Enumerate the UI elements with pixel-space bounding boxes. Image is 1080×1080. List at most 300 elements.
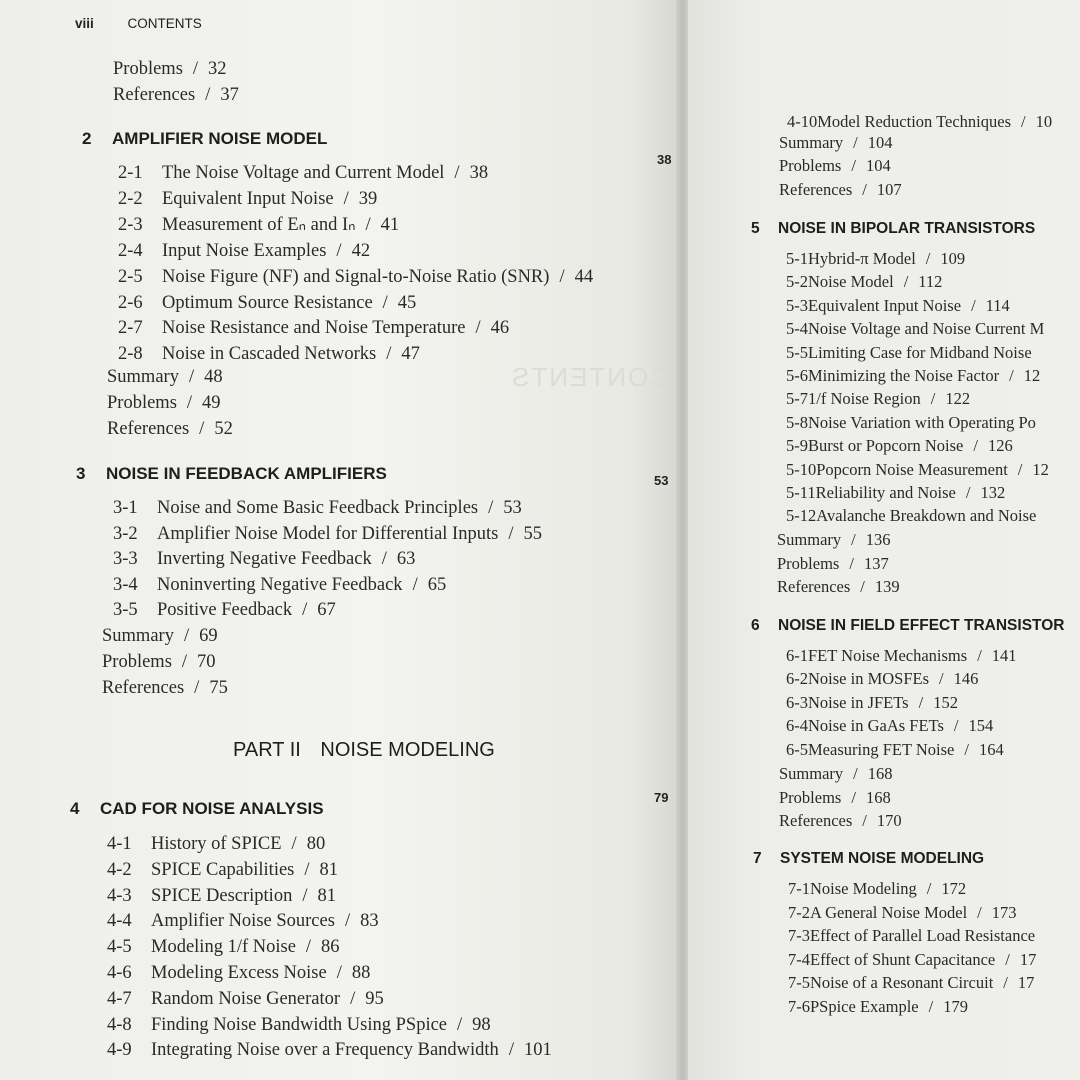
slash-separator: / xyxy=(903,272,909,291)
slash-separator: / xyxy=(475,318,481,338)
toc-section-entry xyxy=(786,366,1040,386)
toc-backmatter-entry xyxy=(779,133,893,153)
toc-section-entry xyxy=(786,646,1017,666)
page-ref: 10 xyxy=(1035,112,1053,131)
backmatter-label: References xyxy=(107,419,190,439)
page-ref: 81 xyxy=(317,886,336,906)
toc-backmatter-entry xyxy=(102,625,218,647)
toc-section-entry xyxy=(786,272,942,292)
page-ref: 17 xyxy=(1019,950,1037,969)
toc-section-entry xyxy=(788,926,1035,946)
page-ref: 42 xyxy=(351,241,371,261)
chapter-start-page: 79 xyxy=(654,790,669,805)
section-title: PSpice Example xyxy=(810,997,919,1016)
section-title: Noise in GaAs FETs xyxy=(808,716,944,735)
backmatter-label: Summary xyxy=(102,626,174,646)
toc-section-entry xyxy=(786,740,1004,760)
section-number: 4-9 xyxy=(107,1040,132,1060)
slash-separator: / xyxy=(302,886,308,906)
slash-separator: / xyxy=(205,85,211,105)
section-number: 4-5 xyxy=(107,937,132,957)
page-ref: 83 xyxy=(360,911,379,931)
page-ref: 95 xyxy=(365,989,384,1009)
section-title: Noise and Some Basic Feedback Principles xyxy=(157,498,479,518)
slash-separator: / xyxy=(926,879,932,898)
running-head-title: CONTENTS xyxy=(127,16,202,31)
slash-separator: / xyxy=(381,549,387,569)
slash-separator: / xyxy=(1003,973,1008,992)
toc-section-entry xyxy=(118,188,377,210)
toc-backmatter-entry xyxy=(113,58,227,80)
chapter-heading xyxy=(751,617,1064,635)
toc-section-entry xyxy=(788,997,968,1017)
page-ref: 109 xyxy=(940,249,966,268)
slash-separator: / xyxy=(488,498,494,518)
toc-section-entry xyxy=(118,240,370,262)
slash-separator: / xyxy=(851,156,856,175)
toc-section-entry xyxy=(107,962,370,984)
slash-separator: / xyxy=(344,911,351,931)
section-title: Optimum Source Resistance xyxy=(162,293,373,313)
toc-backmatter-entry xyxy=(779,788,891,808)
page-ref: 107 xyxy=(876,180,902,199)
part-heading xyxy=(233,739,495,762)
toc-section-entry xyxy=(786,343,1032,363)
section-number: 5-9 xyxy=(786,436,808,455)
chapter-heading xyxy=(753,850,984,868)
slash-separator: / xyxy=(977,903,982,922)
toc-section-entry xyxy=(113,599,336,621)
page-ref: 39 xyxy=(358,189,378,209)
section-title: Noninverting Negative Feedback xyxy=(157,575,403,595)
section-number: 7-5 xyxy=(788,973,810,992)
page-ref: 80 xyxy=(306,834,326,854)
page-ref: 52 xyxy=(214,419,233,439)
toc-section-entry xyxy=(107,1014,491,1036)
section-title: Equivalent Input Noise xyxy=(808,296,962,315)
page-ref: 12 xyxy=(1032,460,1049,479)
section-title: Avalanche Breakdown and Noise xyxy=(816,506,1037,525)
section-number: 4-4 xyxy=(107,911,132,931)
section-title: Positive Feedback xyxy=(157,600,293,620)
section-number: 6-2 xyxy=(786,669,808,688)
page-ref: 152 xyxy=(933,693,958,712)
section-number: 5-12 xyxy=(786,506,817,525)
page-ref: 101 xyxy=(523,1040,552,1060)
page-ref: 32 xyxy=(208,59,227,79)
page-ref: 112 xyxy=(918,272,943,291)
section-title: Popcorn Noise Measurement xyxy=(816,460,1008,479)
page-ref: 37 xyxy=(220,85,239,105)
backmatter-label: Summary xyxy=(779,764,844,783)
toc-backmatter-entry xyxy=(779,156,891,176)
toc-section-entry xyxy=(107,859,338,881)
section-title: Modeling Excess Noise xyxy=(151,963,327,983)
toc-backmatter-entry xyxy=(107,366,223,388)
slash-separator: / xyxy=(336,963,342,983)
slash-separator: / xyxy=(382,293,388,313)
slash-separator: / xyxy=(343,189,349,209)
toc-section-entry xyxy=(107,1039,552,1061)
backmatter-label: Problems xyxy=(102,652,172,672)
section-title: Minimizing the Noise Factor xyxy=(808,366,1000,385)
section-title: Noise of a Resonant Circuit xyxy=(810,973,994,992)
chapter-number: 6 xyxy=(751,617,760,634)
slash-separator: / xyxy=(860,577,865,596)
backmatter-label: Problems xyxy=(779,156,842,175)
page-ref: 172 xyxy=(941,879,967,898)
section-number: 2-1 xyxy=(118,163,143,183)
toc-section-entry xyxy=(118,292,416,314)
slash-separator: / xyxy=(457,1015,463,1035)
section-title: Noise Voltage and Noise Current M xyxy=(808,319,1045,338)
backmatter-label: References xyxy=(113,85,196,105)
toc-section-entry xyxy=(118,266,593,288)
slash-separator: / xyxy=(953,716,959,735)
slash-separator: / xyxy=(1021,112,1026,131)
toc-section-entry xyxy=(113,497,522,519)
toc-section-entry xyxy=(107,910,379,932)
toc-section-entry xyxy=(786,506,1036,526)
section-title: Noise Modeling xyxy=(810,879,917,898)
slash-separator: / xyxy=(199,419,205,439)
part-label: PART II xyxy=(233,739,301,761)
toc-backmatter-entry xyxy=(107,392,221,414)
section-title: Hybrid-π Model xyxy=(808,249,916,268)
toc-backmatter-entry xyxy=(779,764,893,784)
toc-backmatter-entry xyxy=(102,651,216,673)
section-number: 5-3 xyxy=(786,296,808,315)
page-number: viii xyxy=(75,16,94,31)
toc-section-entry xyxy=(118,343,420,365)
section-title: Noise Model xyxy=(808,272,894,291)
toc-section-entry xyxy=(786,436,1013,456)
toc-section-entry xyxy=(113,523,542,545)
section-title: Noise Resistance and Noise Temperature xyxy=(162,318,466,338)
toc-section-entry xyxy=(113,548,415,570)
section-number: 2-5 xyxy=(118,267,143,287)
page-ref: 88 xyxy=(351,963,371,983)
chapter-title: NOISE IN BIPOLAR TRANSISTORS xyxy=(778,220,1036,237)
page-ref: 46 xyxy=(490,318,510,338)
section-number: 5-2 xyxy=(786,272,808,291)
page-ref: 168 xyxy=(865,788,891,807)
toc-section-entry xyxy=(786,319,1044,339)
slash-separator: / xyxy=(336,241,342,261)
section-number: 6-3 xyxy=(786,693,808,712)
page-ref: 65 xyxy=(427,575,447,595)
slash-separator: / xyxy=(964,740,969,759)
toc-section-entry xyxy=(118,317,509,339)
section-title: FET Noise Mechanisms xyxy=(808,646,968,665)
slash-separator: / xyxy=(304,860,310,880)
toc-section-entry xyxy=(786,460,1049,480)
slash-separator: / xyxy=(939,669,944,688)
section-title: Measuring FET Noise xyxy=(808,740,955,759)
section-title: Burst or Popcorn Noise xyxy=(808,436,964,455)
section-title: Effect of Parallel Load Resistance xyxy=(810,926,1036,945)
page-ref: 47 xyxy=(401,344,420,364)
section-number: 5-7 xyxy=(786,389,808,408)
toc-section-entry xyxy=(786,296,1010,316)
page-ref: 41 xyxy=(380,215,400,235)
show-through-text: CONTENTS xyxy=(510,362,669,392)
section-number: 7-3 xyxy=(788,926,810,945)
section-number: 3-1 xyxy=(113,498,138,518)
chapter-heading xyxy=(76,464,387,484)
toc-backmatter-entry xyxy=(777,577,900,597)
part-title: NOISE MODELING xyxy=(320,739,495,761)
page-ref: 146 xyxy=(953,669,979,688)
running-head xyxy=(75,16,202,31)
slash-separator: / xyxy=(186,393,193,413)
section-title: 1/f Noise Region xyxy=(808,389,921,408)
chapter-start-page: 53 xyxy=(654,473,669,488)
slash-separator: / xyxy=(412,575,418,595)
section-title: Noise in MOSFEs xyxy=(808,669,930,688)
slash-separator: / xyxy=(925,249,931,268)
page-ref: 132 xyxy=(980,483,1006,502)
section-title: History of SPICE xyxy=(151,834,282,854)
section-title: Amplifier Noise Sources xyxy=(151,911,335,931)
page-ref: 17 xyxy=(1017,973,1035,992)
section-title: Noise in JFETs xyxy=(808,693,909,712)
chapter-number: 7 xyxy=(753,850,762,867)
slash-separator: / xyxy=(851,788,856,807)
section-title: Integrating Noise over a Frequency Bandwidth xyxy=(151,1040,499,1060)
page-ref: 104 xyxy=(865,156,891,175)
section-title: Inverting Negative Feedback xyxy=(157,549,372,569)
section-number: 6-1 xyxy=(786,646,808,665)
section-number: 5-1 xyxy=(786,249,808,268)
section-number: 7-4 xyxy=(788,950,810,969)
slash-separator: / xyxy=(194,678,200,698)
backmatter-label: Problems xyxy=(777,554,840,573)
toc-section-entry xyxy=(786,693,958,713)
toc-section-entry xyxy=(786,249,965,269)
toc-backmatter-entry xyxy=(102,677,228,699)
page-ref: 122 xyxy=(945,389,971,408)
chapter-number: 4 xyxy=(70,799,80,818)
page-ref: 173 xyxy=(991,903,1017,922)
slash-separator: / xyxy=(1005,950,1010,969)
chapter-title: NOISE IN FIELD EFFECT TRANSISTOR xyxy=(778,617,1065,634)
section-number: 2-8 xyxy=(118,344,143,364)
toc-backmatter-entry xyxy=(777,530,891,550)
section-number: 5-8 xyxy=(786,413,808,432)
slash-separator: / xyxy=(853,764,858,783)
section-number: 5-6 xyxy=(786,366,808,385)
page-ref: 139 xyxy=(874,577,900,596)
backmatter-label: References xyxy=(777,577,851,596)
section-number: 2-2 xyxy=(118,189,143,209)
section-title: SPICE Description xyxy=(151,886,293,906)
slash-separator: / xyxy=(291,834,297,854)
toc-backmatter-entry xyxy=(779,811,902,831)
chapter-title: NOISE IN FEEDBACK AMPLIFIERS xyxy=(106,464,387,483)
page-ref: 154 xyxy=(968,716,994,735)
page-ref: 70 xyxy=(197,652,216,672)
slash-separator: / xyxy=(1009,366,1014,385)
section-number: 3-4 xyxy=(113,575,138,595)
chapter-number: 2 xyxy=(82,129,92,148)
slash-separator: / xyxy=(851,530,856,549)
section-number: 6-4 xyxy=(786,716,808,735)
toc-section-entry xyxy=(107,885,336,907)
page-ref: 179 xyxy=(943,997,968,1016)
slash-separator: / xyxy=(965,483,971,502)
toc-section-entry xyxy=(107,936,340,958)
toc-section-entry xyxy=(786,483,1005,503)
backmatter-label: Problems xyxy=(113,59,183,79)
page-ref: 45 xyxy=(397,293,417,313)
page-ref: 114 xyxy=(985,296,1010,315)
section-number: 4-8 xyxy=(107,1015,132,1035)
slash-separator: / xyxy=(365,215,371,235)
slash-separator: / xyxy=(181,652,188,672)
toc-section-entry xyxy=(118,214,399,236)
toc-section-entry xyxy=(788,973,1034,993)
page-ref: 12 xyxy=(1023,366,1041,385)
slash-separator: / xyxy=(918,693,924,712)
toc-section-entry xyxy=(788,950,1036,970)
page-ref: 69 xyxy=(199,626,218,646)
section-number: 4-7 xyxy=(107,989,132,1009)
backmatter-label: Summary xyxy=(779,133,844,152)
chapter-heading xyxy=(70,799,324,819)
backmatter-label: Summary xyxy=(107,367,179,387)
page-ref: 126 xyxy=(987,436,1013,455)
chapter-number: 3 xyxy=(76,464,86,483)
section-number: 4-3 xyxy=(107,886,132,906)
section-title: Noise Figure (NF) and Signal-to-Noise Ratio (SNR) xyxy=(162,267,550,287)
slash-separator: / xyxy=(188,367,195,387)
section-title: The Noise Voltage and Current Model xyxy=(162,163,445,183)
section-title: Effect of Shunt Capacitance xyxy=(810,950,996,969)
section-title: Limiting Case for Midband Noise xyxy=(808,343,1032,362)
page-ref: 104 xyxy=(867,133,893,152)
slash-separator: / xyxy=(977,646,982,665)
slash-separator: / xyxy=(928,997,934,1016)
slash-separator: / xyxy=(350,989,356,1009)
page-ref: 55 xyxy=(523,524,542,544)
section-title: Equivalent Input Noise xyxy=(162,189,334,209)
toc-section-entry xyxy=(113,574,446,596)
toc-section-entry xyxy=(118,162,488,184)
page-ref: 86 xyxy=(321,937,340,957)
page-ref: 63 xyxy=(396,549,416,569)
section-number: 5-4 xyxy=(786,319,808,338)
toc-backmatter-entry xyxy=(777,554,889,574)
section-number: 5-11 xyxy=(786,483,816,502)
toc-section-entry xyxy=(788,879,966,899)
toc-section-entry xyxy=(107,988,384,1010)
page-ref: 44 xyxy=(574,267,594,287)
section-number: 6-5 xyxy=(786,740,808,759)
toc-section-entry xyxy=(107,833,325,855)
section-number: 2-4 xyxy=(118,241,143,261)
section-number: 7-6 xyxy=(788,997,810,1016)
section-number: 4-2 xyxy=(107,860,132,880)
section-number: 2-3 xyxy=(118,215,143,235)
section-number: 3-3 xyxy=(113,549,138,569)
section-number: 4-1 xyxy=(107,834,132,854)
slash-separator: / xyxy=(508,524,514,544)
chapter-number: 5 xyxy=(751,220,760,237)
slash-separator: / xyxy=(559,267,565,287)
section-title: Input Noise Examples xyxy=(162,241,327,261)
slash-separator: / xyxy=(386,344,392,364)
page-ref: 164 xyxy=(978,740,1004,759)
section-number: 2-7 xyxy=(118,318,143,338)
slash-separator: / xyxy=(302,600,308,620)
section-number: 5-10 xyxy=(786,460,817,479)
toc-section-entry xyxy=(786,413,1036,433)
page-ref: 38 xyxy=(469,163,489,183)
section-title: Amplifier Noise Model for Differential Inputs xyxy=(157,524,499,544)
slash-separator: / xyxy=(853,133,858,152)
page-ref: 75 xyxy=(209,678,228,698)
section-number: 7-2 xyxy=(788,903,810,922)
section-title: Random Noise Generator xyxy=(151,989,341,1009)
backmatter-label: References xyxy=(102,678,185,698)
slash-separator: / xyxy=(454,163,460,183)
backmatter-label: Problems xyxy=(107,393,177,413)
section-number: 3-2 xyxy=(113,524,138,544)
slash-separator: / xyxy=(973,436,978,455)
section-title: Noise Variation with Operating Po xyxy=(808,413,1036,432)
chapter-title: CAD FOR NOISE ANALYSIS xyxy=(100,799,324,818)
chapter-title: AMPLIFIER NOISE MODEL xyxy=(112,129,328,148)
slash-separator: / xyxy=(1017,460,1023,479)
section-number: 3-5 xyxy=(113,600,138,620)
toc-backmatter-entry xyxy=(107,418,233,440)
page-ref: 49 xyxy=(202,393,221,413)
toc-backmatter-entry xyxy=(113,84,239,106)
section-title: Reliability and Noise xyxy=(815,483,956,502)
section-number: 2-6 xyxy=(118,293,143,313)
page-ref: 53 xyxy=(503,498,522,518)
chapter-start-page: 38 xyxy=(657,152,672,167)
chapter-heading xyxy=(82,129,327,149)
page-ref: 141 xyxy=(991,646,1017,665)
slash-separator: / xyxy=(508,1040,514,1060)
chapter-title: SYSTEM NOISE MODELING xyxy=(780,850,985,867)
slash-separator: / xyxy=(930,389,936,408)
section-title: Finding Noise Bandwidth Using PSpice xyxy=(151,1015,448,1035)
slash-separator: / xyxy=(192,59,199,79)
page-ref: 136 xyxy=(865,530,891,549)
section-title: A General Noise Model xyxy=(810,903,968,922)
toc-section-entry xyxy=(788,903,1017,923)
section-number: 4-10 xyxy=(787,112,818,131)
toc-section-entry xyxy=(786,716,993,736)
page-ref: 48 xyxy=(204,367,223,387)
slash-separator: / xyxy=(305,937,312,957)
page-ref: 170 xyxy=(876,811,902,830)
backmatter-label: Problems xyxy=(779,788,842,807)
backmatter-label: References xyxy=(779,180,853,199)
section-number: 4-6 xyxy=(107,963,132,983)
toc-section-entry xyxy=(787,112,1052,132)
section-title: Noise in Cascaded Networks xyxy=(162,344,377,364)
slash-separator: / xyxy=(971,296,976,315)
toc-section-entry xyxy=(786,389,970,409)
slash-separator: / xyxy=(862,180,867,199)
section-title: Model Reduction Techniques xyxy=(817,112,1012,131)
section-title: Measurement of Eₙ and Iₙ xyxy=(162,215,356,235)
page-ref: 81 xyxy=(319,860,339,880)
